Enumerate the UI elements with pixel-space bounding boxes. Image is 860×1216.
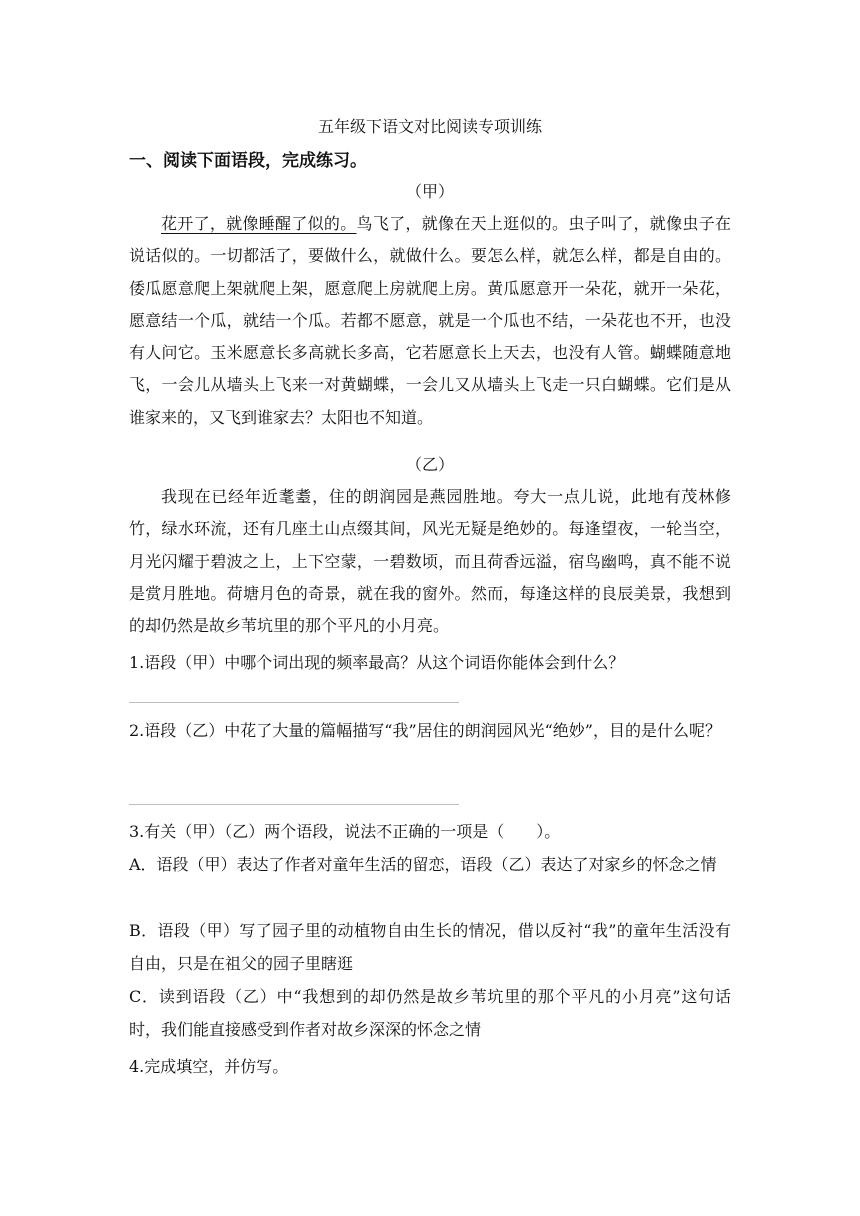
passage-a bbox=[129, 208, 731, 434]
question-3-option-b: B．语段（甲）写了园子里的动植物自由生长的情况，借以反衬“我”的童年生活没有自由，只是在祖父的园子里瞎逛 bbox=[129, 921, 731, 973]
passage-a-text: 鸟飞了，就像在天上逛似的。虫子叫了，就像虫子在说话似的。一切都活了，要做什么，就做什么。要怎么样，就怎么样，都是自由的。倭瓜愿意爬上架就爬上架，愿意爬上房就爬上房。黄瓜愿意开一朵花，就开一朵花，愿意结一个瓜，就结一个瓜。若都不愿意，就是一个瓜也不结，一朵花也不开，也没有人问它。玉米愿意长多高就长多高，它若愿意长上天去，也没有人管。蝴蝶随意地飞，一会儿从墙头上飞来一对黄蝴蝶，一会儿又从墙头上飞走一只白蝴蝶。它们是从谁家来的，又飞到谁家去？太阳也不知道。 bbox=[129, 214, 731, 427]
passage-b-text: 我现在已经年近耄耋，住的朗润园是燕园胜地。夸大一点儿说，此地有茂林修竹，绿水环流，还有几座土山点缀其间，风光无疑是绝妙的。每逢望夜，一轮当空，月光闪耀于碧波之上，上下空蒙，一碧数顷，而且荷香远溢，宿鸟幽鸣，真不能不说是赏月胜地。荷塘月色的奇景，就在我的窗外。然而，每逢这样的良辰美景，我想到的却仍然是故乡苇坑里的那个平凡的小月亮。 bbox=[129, 487, 731, 636]
passage-a-underlined-sentence: 花开了，就像睡醒了似的。 bbox=[161, 214, 357, 233]
passage-a-label: （甲） bbox=[405, 182, 454, 201]
question-3: 3.有关（甲）（乙）两个语段，说法不正确的一项是（ ）。 bbox=[129, 822, 561, 841]
answer-line-1[interactable] bbox=[129, 702, 459, 703]
question-1: 1.语段（甲）中哪个词出现的频率最高？从这个词语你能体会到什么？ bbox=[129, 653, 625, 672]
passage-b-label: （乙） bbox=[405, 455, 454, 474]
question-4: 4.完成填空，并仿写。 bbox=[129, 1057, 289, 1076]
question-3-option-a: A．语段（甲）表达了作者对童年生活的留恋，语段（乙）表达了对家乡的怀念之情 bbox=[129, 855, 717, 874]
question-2: 2.语段（乙）中花了大量的篇幅描写“我”居住的朗润园风光“绝妙”，目的是什么呢？ bbox=[129, 721, 721, 740]
question-3-option-c: C．读到语段（乙）中“我想到的却仍然是故乡苇坑里的那个平凡的小月亮”这句话时，我们能直接感受到作者对故乡深深的怀念之情 bbox=[129, 987, 731, 1039]
answer-line-2[interactable] bbox=[129, 804, 459, 805]
section-heading: 一、阅读下面语段，完成练习。 bbox=[129, 151, 367, 171]
page-title: 五年级下语文对比阅读专项训练 bbox=[317, 117, 542, 136]
